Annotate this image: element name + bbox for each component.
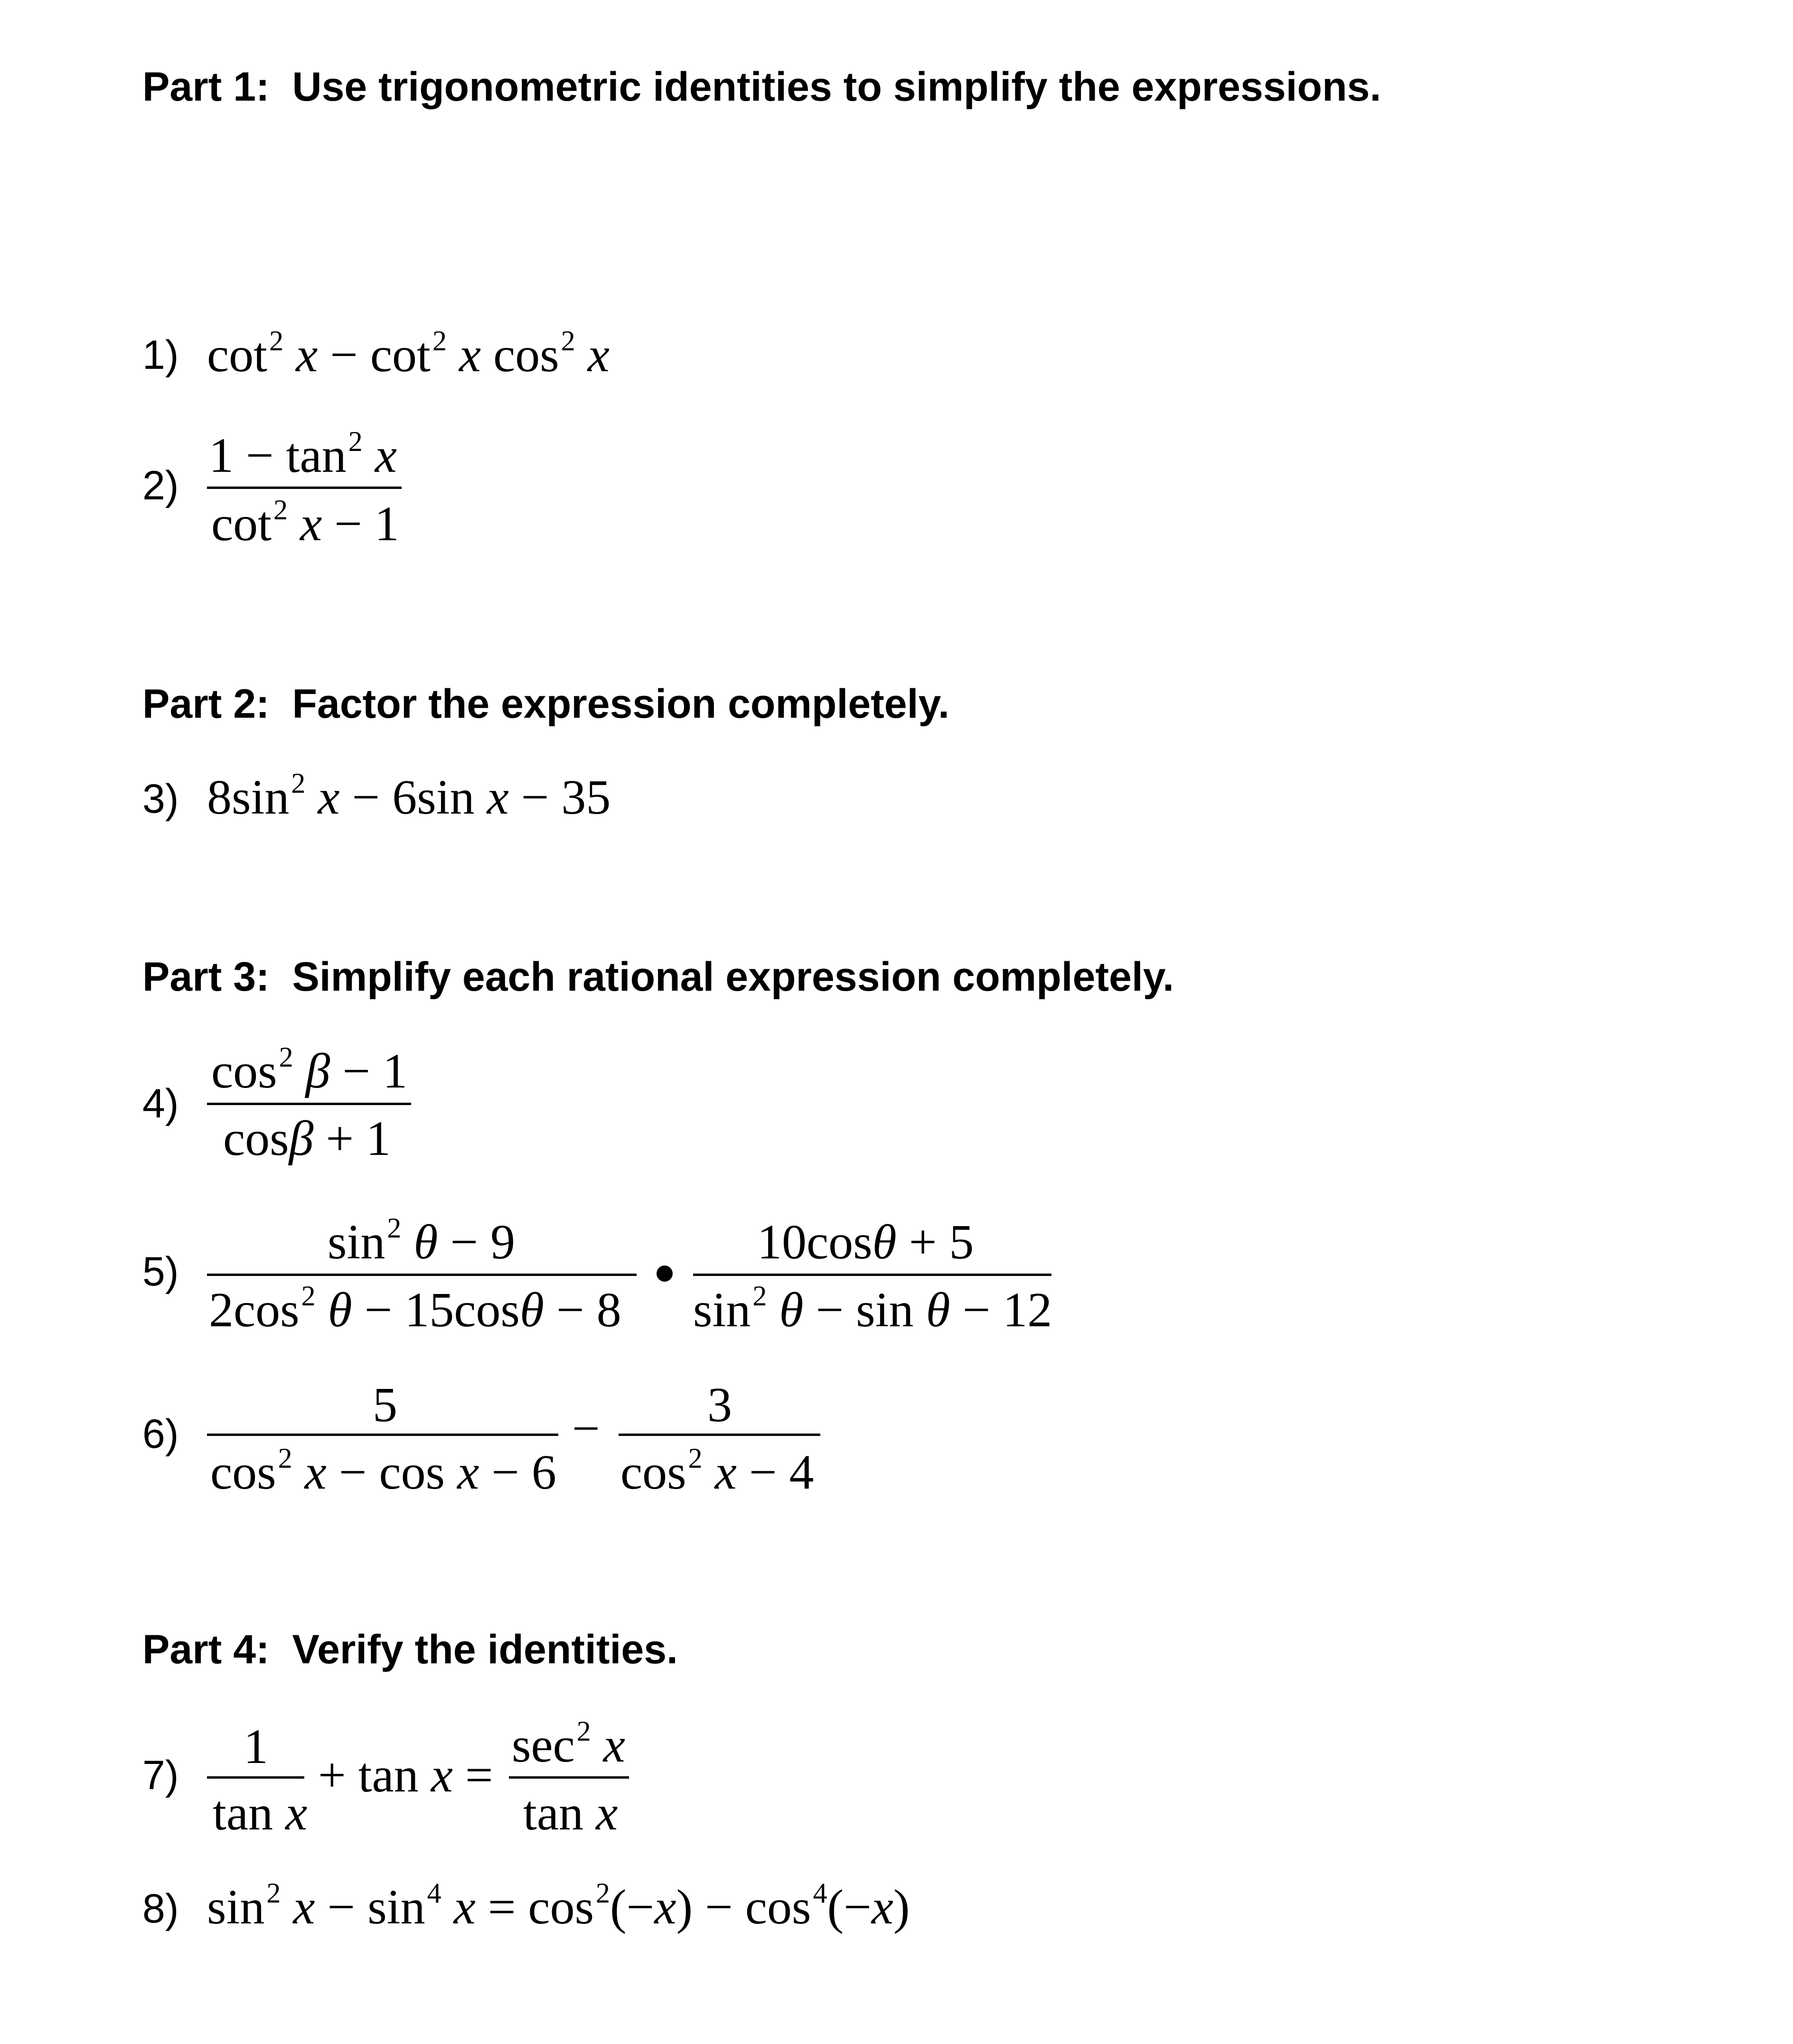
- problem-7-number: 7): [142, 1753, 179, 1798]
- problem-5-right-denominator: $\sin^2 \theta - \sin \theta - 12$: [693, 1280, 1052, 1337]
- problem-4-numerator: $\cos^2 \beta - 1$: [211, 1041, 408, 1098]
- problem-2-number: 2): [142, 463, 179, 508]
- problem-5-multiply-dot: [657, 1266, 673, 1282]
- part-2-heading: [142, 681, 949, 727]
- problem-1-expression: $\cot^2 x - \cot^2 x$ $\cos^2 x$: [207, 325, 610, 382]
- problem-7-left-fraction-bar: [207, 1776, 304, 1779]
- problem-6-left-fraction-bar: [207, 1434, 558, 1436]
- problem-7-left-denominator: tan x: [213, 1786, 308, 1840]
- part-3-label: Part 3:: [142, 954, 270, 1000]
- part-1-heading: [142, 64, 1381, 110]
- problem-2-fraction-bar: [207, 487, 402, 489]
- problem-3-number: 3): [142, 776, 179, 822]
- part-2-text: Factor the expression completely.: [292, 681, 949, 727]
- problem-5-left-fraction-bar: [207, 1274, 637, 1276]
- problem-4-denominator: cosβ + 1: [223, 1111, 391, 1166]
- part-4-text: Verify the identities.: [292, 1627, 678, 1672]
- problem-5-number: 5): [142, 1249, 179, 1294]
- part-4-heading: [142, 1629, 678, 1670]
- problem-5-left-denominator: $2\cos^2$ θ − 15cosθ − 8: [209, 1280, 621, 1337]
- problem-6-right-fraction-bar: [619, 1434, 820, 1436]
- problem-6-minus-operator: −: [572, 1401, 600, 1456]
- problem-8-number: 8): [142, 1886, 179, 1931]
- problem-1-number: 1): [142, 332, 179, 378]
- problem-6-number: 6): [142, 1411, 179, 1457]
- problem-5-left-numerator: $\sin^2 \theta - 9$: [328, 1212, 516, 1269]
- problem-4-number: 4): [142, 1081, 179, 1126]
- part-3-text: Simplify each rational expression completely.: [292, 954, 1174, 1000]
- problem-4-fraction-bar: [207, 1103, 411, 1105]
- problem-8-expression: $\sin^2 x - \sin^4 x = \cos^2(-x) - \cos^4(-x)$: [207, 1877, 910, 1934]
- problem-7-right-denominator: tan x: [523, 1786, 618, 1840]
- problem-6-right-numerator: 3: [707, 1378, 732, 1432]
- problem-2-denominator: $\cot^2 x - 1$: [211, 494, 399, 551]
- part-4-label: Part 4:: [142, 1627, 270, 1672]
- problem-6-left-denominator: $\cos^2 x - \cos x - 6$: [210, 1443, 556, 1500]
- problem-3-expression: $8\sin^2$ x − 6sin x − 35: [207, 768, 611, 825]
- problem-5-right-numerator: 10cosθ + 5: [757, 1215, 974, 1269]
- problem-5-right-fraction-bar: [693, 1274, 1051, 1276]
- part-1-text: Use trigonometric identities to simplify the expressions.: [292, 64, 1381, 110]
- problem-7-middle-term: + tan x =: [318, 1748, 493, 1802]
- problem-6-right-denominator: $\cos^2 x - 4$: [620, 1443, 814, 1500]
- part-3-heading: [142, 954, 1174, 1000]
- problem-7-right-fraction-bar: [509, 1776, 629, 1779]
- part-1-label: Part 1:: [142, 64, 270, 110]
- problem-7-left-numerator: 1: [244, 1719, 268, 1774]
- problem-6-left-numerator: 5: [373, 1378, 397, 1432]
- problem-7-right-numerator: $\sec^2 x$: [512, 1716, 625, 1772]
- problem-2-numerator: $1 - \tan^2 x$: [209, 426, 397, 483]
- part-2-label: Part 2:: [142, 681, 270, 727]
